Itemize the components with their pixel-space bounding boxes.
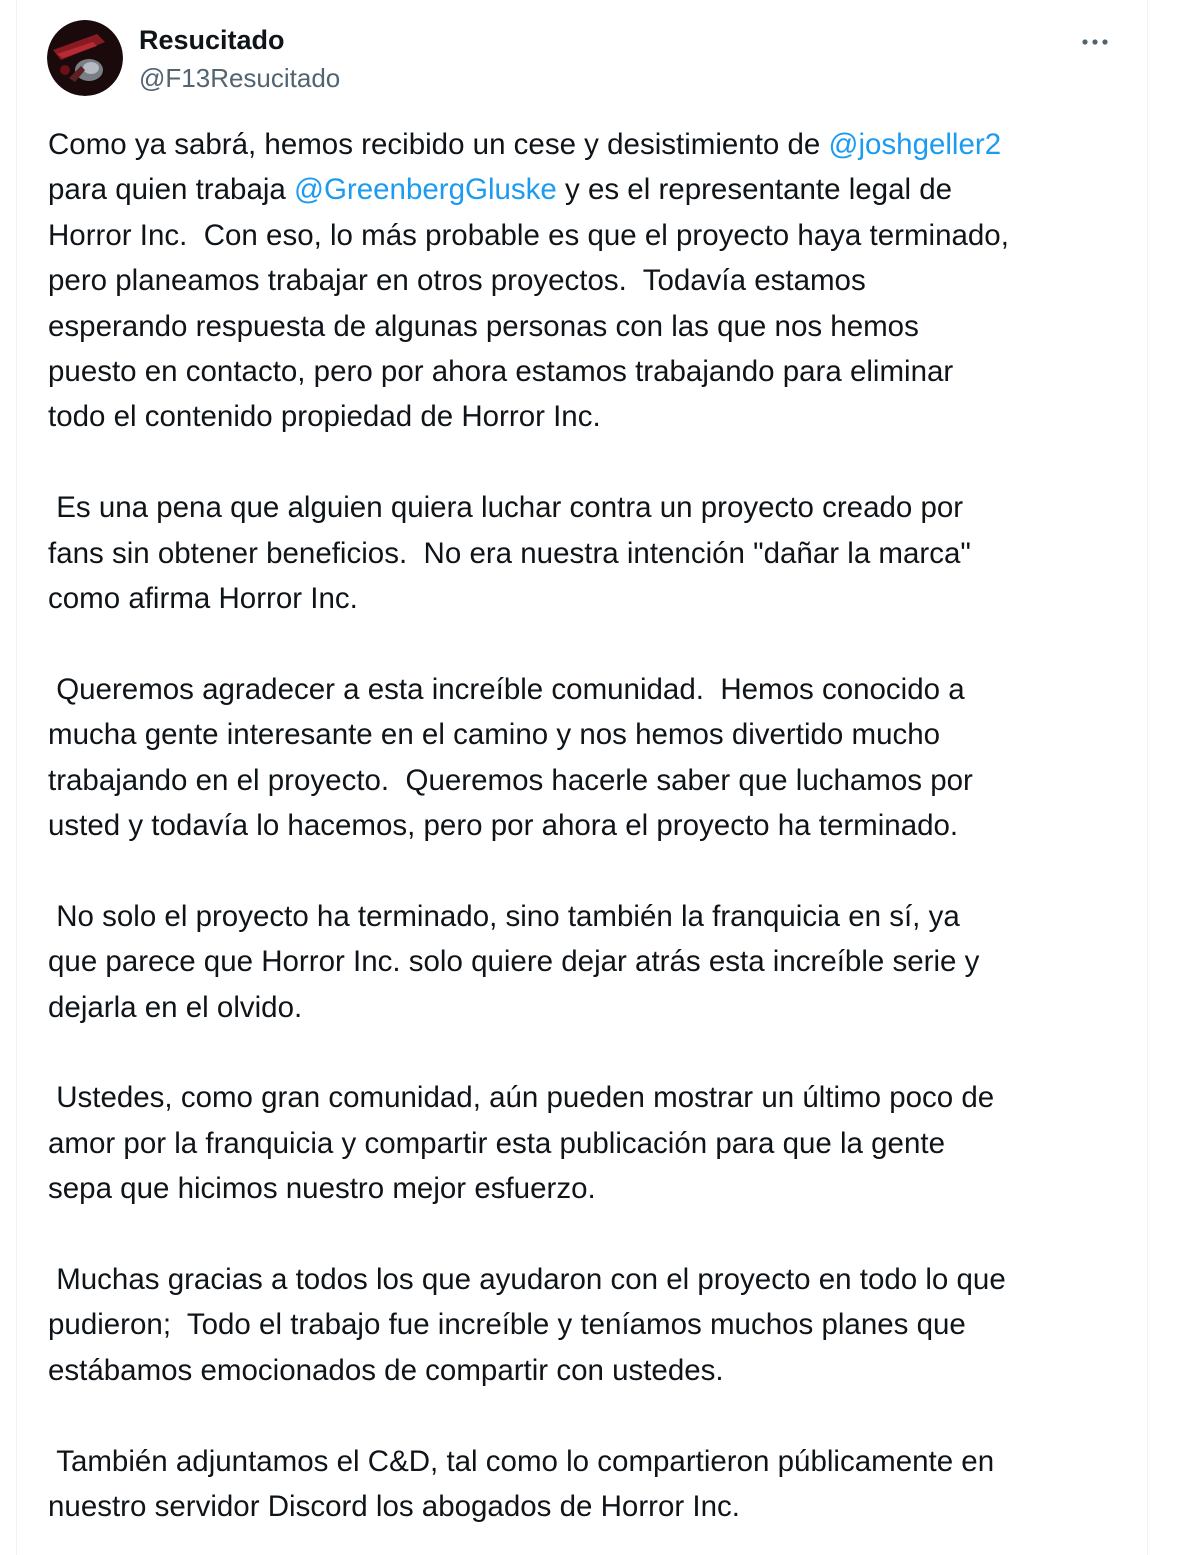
paragraph-spacer <box>48 621 1133 666</box>
text-line: estábamos emocionados de compartir con ustedes. <box>48 1353 724 1387</box>
paragraph-4 <box>48 894 1133 1030</box>
text-line: Es una pena que alguien quiera luchar contra un proyecto creado por <box>48 491 964 525</box>
paragraph-2 <box>48 485 1133 621</box>
text-line: esperando respuesta de algunas personas con las que nos hemos <box>48 309 919 343</box>
paragraph-spacer <box>48 848 1133 893</box>
text-line: También adjuntamos el C&D, tal como lo compartieron públicamente en <box>48 1444 995 1478</box>
mention-link-greenberggluske[interactable]: @GreenbergGluske <box>294 173 557 207</box>
more-options-button[interactable] <box>1073 24 1117 60</box>
text-line: todo el contenido propiedad de Horror Inc. <box>48 400 601 434</box>
ellipsis-icon <box>1073 24 1117 60</box>
text-line: fans sin obtener beneficios. No era nuestra intención "dañar la marca" <box>48 536 971 570</box>
text-line: mucha gente interesante en el camino y nos hemos divertido mucho <box>48 718 941 752</box>
text-line: como afirma Horror Inc. <box>48 582 358 616</box>
author-display-name[interactable]: Resucitado <box>139 25 285 55</box>
paragraph-5 <box>48 1075 1133 1211</box>
paragraph-spacer <box>48 1212 1133 1257</box>
text-line: Como ya sabrá, hemos recibido un cese y desistimiento de <box>48 128 829 161</box>
text-line: Ustedes, como gran comunidad, aún pueden mostrar un último poco de <box>48 1081 995 1115</box>
text-line: puesto en contacto, pero por ahora estamos trabajando para eliminar <box>48 355 954 389</box>
paragraph-spacer <box>48 1030 1133 1075</box>
text-line: y es el representante legal de <box>556 173 953 207</box>
text-line: pudieron; Todo el trabajo fue increíble y teníamos muchos planes que <box>48 1308 966 1342</box>
mention-link-joshgeller2[interactable]: @joshgeller2 <box>828 128 1002 161</box>
tweet-header <box>47 20 1117 100</box>
avatar[interactable] <box>47 20 123 96</box>
tweet-text <box>48 122 1133 1530</box>
text-line: Queremos agradecer a esta increíble comunidad. Hemos conocido a <box>48 672 965 706</box>
paragraph-6 <box>48 1257 1133 1393</box>
paragraph-1 <box>48 122 1133 440</box>
text-line: No solo el proyecto ha terminado, sino también la franquicia en sí, ya <box>48 899 960 933</box>
text-line: Muchas gracias a todos los que ayudaron con el proyecto en todo lo que <box>48 1263 1006 1297</box>
text-line: dejarla en el olvido. <box>48 990 303 1024</box>
text-line: que parece que Horror Inc. solo quiere dejar atrás esta increíble serie y <box>48 945 980 979</box>
paragraph-3 <box>48 667 1133 849</box>
text-line: Horror Inc. Con eso, lo más probable es que el proyecto haya terminado, <box>48 218 1009 252</box>
paragraph-spacer <box>48 1393 1133 1438</box>
paragraph-7 <box>48 1439 1133 1530</box>
text-line: para quien trabaja <box>48 173 295 207</box>
text-line: sepa que hicimos nuestro mejor esfuerzo. <box>48 1172 596 1206</box>
author-names <box>139 22 340 98</box>
text-line: pero planeamos trabajar en otros proyectos. Todavía estamos <box>48 264 866 298</box>
author-handle[interactable]: @F13Resucitado <box>139 63 341 93</box>
avatar-image <box>47 20 123 96</box>
paragraph-spacer <box>48 440 1133 485</box>
text-line: nuestro servidor Discord los abogados de Horror Inc. <box>48 1490 740 1524</box>
text-line: usted y todavía lo hacemos, pero por ahora el proyecto ha terminado. <box>48 809 959 843</box>
tweet-card <box>16 0 1148 1555</box>
text-line: trabajando en el proyecto. Queremos hacerle saber que luchamos por <box>48 763 973 797</box>
text-line: amor por la franquicia y compartir esta publicación para que la gente <box>48 1126 945 1160</box>
